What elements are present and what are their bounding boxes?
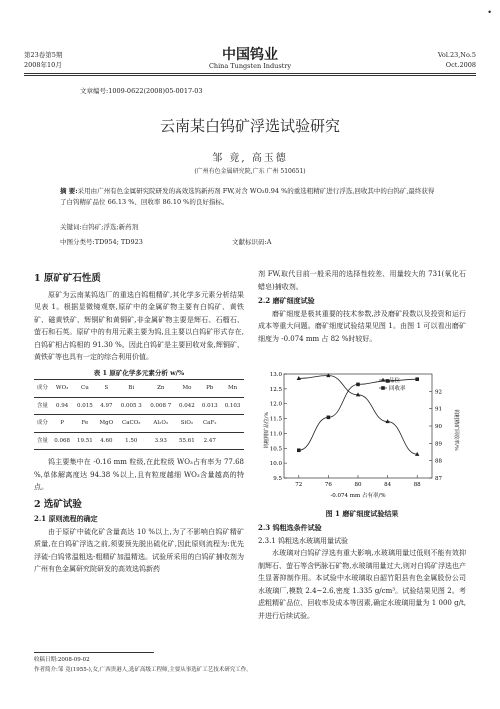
table-cell: Mn	[221, 380, 244, 398]
table-row	[34, 380, 244, 398]
section-2-heading: 2 选矿试验	[34, 498, 82, 510]
volume-en: Vol.23,No.5	[437, 51, 476, 59]
table-cell: 含量	[34, 432, 51, 450]
table-cell: WO₃	[51, 380, 74, 398]
recovery-point	[415, 377, 419, 381]
table-cell: CaCO₃	[116, 415, 146, 433]
right-column-top	[258, 268, 466, 345]
subsection-2-1-heading: 2.1 原则流程的确定	[34, 514, 98, 523]
header-right	[438, 50, 476, 70]
y-left-tick-label: 11.0	[269, 431, 282, 438]
table-cell	[221, 432, 244, 450]
authors: 邹 竟, 高玉德	[212, 153, 288, 164]
header-rule-thin	[24, 75, 476, 76]
table-cell: Bi	[116, 380, 146, 398]
section-1-paragraph: 原矿为云南某钨选厂的重选白钨粗精矿,其化学多元素分析结果见表 1。根据显微镜观察,原矿中的金属矿物主要有白钨矿、黄铁矿、磁黄铁矿、辉铜矿和黄铜矿,非金属矿物主要是辉石、石榴石、萤石和石英。原矿中的有用元素主要为钨,且主要以白钨矿形式存在,白钨矿相占钨相的 91.30 %。因此白钨矿是主要回收对象,辉铜矿、黄铁矿等也具有一定的综合利用价值。	[34, 290, 244, 361]
author-introduction: 作者简介:邹 竟(1955-),女,广西贵港人,选矿高级工程师,主要从事选矿工艺技术研究工作。	[34, 667, 252, 673]
table-cell: MgO	[96, 415, 116, 433]
section-1-heading: 1 原矿矿石性质	[34, 273, 101, 284]
table-cell: Cu	[74, 380, 97, 398]
table-cell: 0.005 3	[116, 397, 146, 415]
article-number: 文章编号:1009-0622(2008)05-0017-03	[80, 87, 203, 95]
table-cell	[221, 415, 244, 433]
y-axis-left-label: 钨粗精矿品位/%	[264, 411, 270, 449]
table-cell: 1.50	[116, 432, 146, 450]
header-rule	[24, 73, 476, 74]
table-cell: 0.013	[198, 397, 221, 415]
recovery-point	[327, 416, 331, 420]
document-code: 文献标识码:A	[232, 238, 272, 246]
subsection-2-3-1-heading: 2.3.1 钨粗选水玻璃用量试验	[258, 536, 349, 545]
table-cell: 0.068	[51, 432, 74, 450]
right-column-bottom	[258, 522, 466, 622]
legend	[379, 376, 406, 392]
keywords: 关键词:白钨矿;浮选;新药剂	[60, 223, 139, 231]
x-axis-label: -0.074 mm 占有率/%	[330, 493, 386, 499]
subsection-2-2-heading: 2.2 磨矿细度试验	[258, 296, 315, 305]
y-right-tick-label: 92	[435, 389, 442, 396]
journal-title-en: China Tungsten Industry	[208, 62, 292, 70]
y-left-tick-label: 12.5	[269, 386, 282, 393]
volume-cn: 第23卷第5期	[24, 51, 63, 59]
table-cell: Al₂O₃	[146, 415, 176, 433]
table-cell: 4.60	[96, 432, 116, 450]
table-row	[34, 432, 244, 450]
table-cell: Mo	[176, 380, 199, 398]
received-date: 收稿日期:2008-09-02	[34, 657, 90, 663]
affiliation: (广州有色金属研究院,广东 广州 510651)	[194, 168, 306, 175]
abstract-text: 采用由广州有色金属研究院研发的高效选钨新药剂 FW,对含 WO₃0.94 %的重选粗精矿进行浮选,回收其中的白钨矿,最终获得了白钨精矿品位 66.13 %、回收率 86.10 %的良好指标。	[60, 187, 435, 206]
recovery-point	[297, 448, 301, 452]
water-glass-paragraph: 水玻璃对白钨矿浮选有重大影响,水玻璃用量过低则不能有效抑制辉石、萤石等含钙脉石矿物,水玻璃用量过大,则对白钨矿浮选也产生显著抑制作用。本试验中水玻璃取自韶竹阳县有色金属股份公司水玻璃厂,模数 2.4~2.6,密度 1.335 g/cm³。试验结果见图 2。考虑粗精矿品位、回收率及成本等因素,确定水玻璃用量为 1 000 g/t,并进行后续试验。	[258, 549, 466, 620]
date-en: Oct.2008	[445, 61, 476, 69]
table-cell: SiO₂	[176, 415, 199, 433]
table-cell: Pb	[198, 380, 221, 398]
recovery-point	[356, 383, 360, 387]
corner-dot: •	[487, 8, 492, 17]
figure-1-caption: 图 1 磨矿细度试验结果	[325, 509, 399, 518]
tungsten-distribution-paragraph: 钨主要集中在 -0.16 mm 粒级,在此粒级 WO₃占有率为 77.68 %,单体解离度达 94.38 %以上,且有粒度越细 WO₃含量越高的特点。	[34, 458, 244, 491]
y-left-tick-label: 9.5	[273, 476, 282, 482]
y-axis-right-label: 钨粗精矿回收率/%	[453, 409, 459, 451]
table-cell: CaF₂	[198, 415, 221, 433]
reagent-paragraph: 剂 FW,取代目前一般采用的选择性较差、用量较大的 731(氧化石蜡皂)捕收剂。	[258, 270, 466, 291]
y-left-tick-label: 10.0	[269, 461, 282, 468]
y-left-tick-label: 11.5	[269, 416, 282, 423]
date-cn: 2008年10月	[24, 61, 62, 69]
table-cell: Fe	[74, 415, 97, 433]
flowsheet-paragraph: 由于原矿中硫化矿含量高达 10 %以上,为了不影响白钨矿精矿质量,在白钨矿浮选之前,须要预先脱出硫化矿,因此原则流程为:优先浮硫-白钨常温粗选-粗精矿加温精选。试验所采用的白钨矿捕收剂为广州有色金属研究院研发的高效选钨新药	[34, 527, 244, 573]
table-cell: 3.93	[146, 432, 176, 450]
y-right-tick-label: 87	[435, 476, 442, 482]
table-cell: Zn	[146, 380, 176, 398]
table-1-caption: 表 1 原矿化学多元素分析 w/%	[93, 368, 185, 377]
table-cell: S	[96, 380, 116, 398]
paper-title: 云南某白钨矿浮选试验研究	[159, 117, 340, 135]
journal-title-cn: 中国钨业	[222, 47, 278, 63]
x-tick-label: 88	[413, 482, 421, 488]
y-right-tick-label: 88	[435, 458, 442, 465]
abstract-label: 摘 要:	[60, 187, 78, 195]
table-cell: 2.47	[198, 432, 221, 450]
legend-square-icon	[381, 386, 385, 390]
x-tick-label: 76	[324, 482, 332, 488]
table-cell: 0.042	[176, 397, 199, 415]
subsection-2-3-heading: 2.3 钨粗选条件试验	[258, 523, 322, 532]
x-tick-label: 72	[295, 482, 303, 488]
table-cell: 0.103	[221, 397, 244, 415]
table-cell: 55.61	[176, 432, 199, 450]
y-right-tick-label: 90	[435, 424, 442, 430]
classification-number: 中图分类号:TD954; TD923	[60, 238, 143, 246]
plot-frame	[284, 374, 432, 478]
table-cell: 4.97	[96, 397, 116, 415]
table-cell: 0.015	[74, 397, 97, 415]
footnote	[34, 655, 252, 675]
table-cell: 0.94	[51, 397, 74, 415]
x-tick-label: 80	[354, 482, 362, 488]
table-1	[34, 379, 244, 450]
y-right-tick-label: 89	[435, 441, 442, 448]
grinding-fineness-chart	[262, 370, 462, 505]
table-cell: 成分	[34, 380, 51, 398]
x-tick-label: 84	[384, 482, 392, 488]
y-left-tick-label: 13.0	[269, 372, 282, 378]
footnote-rule	[34, 652, 154, 653]
table-cell: 成分	[34, 415, 51, 433]
table-cell: P	[51, 415, 74, 433]
y-left-tick-label: 10.5	[269, 446, 282, 453]
abstract	[60, 186, 440, 208]
table-row	[34, 397, 244, 415]
y-right-tick-label: 91	[435, 406, 442, 413]
table-cell: 19.51	[74, 432, 97, 450]
left-column	[34, 273, 244, 576]
y-left-tick-label: 12.0	[269, 401, 282, 408]
table-cell: 含量	[34, 397, 51, 415]
table-cell: 0.008 7	[146, 397, 176, 415]
legend-label-recovery: 回收率	[389, 386, 406, 392]
grinding-paragraph: 磨矿细度是极其重要的技术参数,涉及磨矿段数以及投资和运行成本等重大问题。磨矿细度试验结果见图 1。由图 1 可以看出磨矿细度为 -0.074 mm 占 82 %时较好。	[258, 309, 466, 343]
legend-label-grade: 品位	[389, 378, 401, 384]
table-row	[34, 415, 244, 433]
